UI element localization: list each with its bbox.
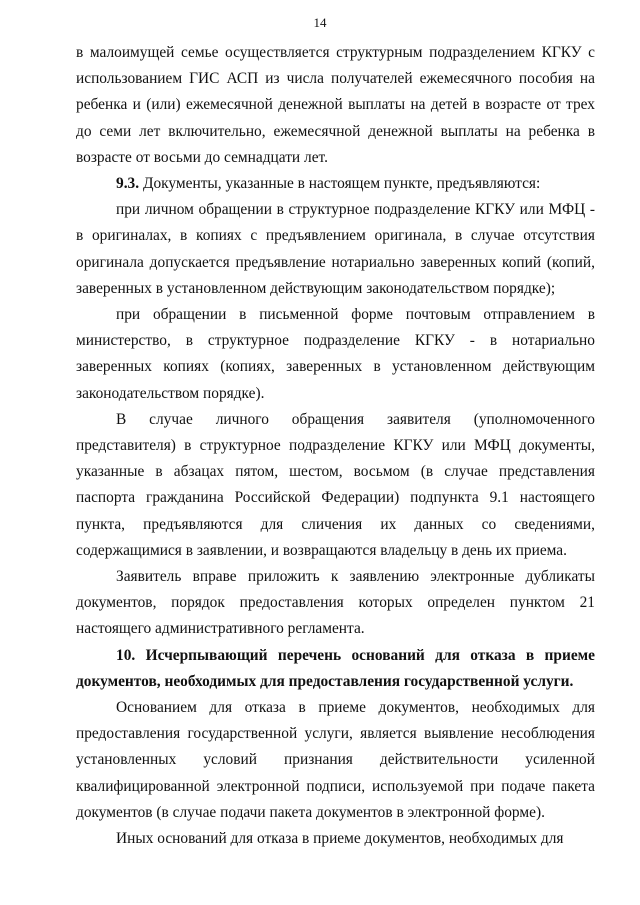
page-number: 14 [313,15,327,30]
paragraph-text: В случае личного обращения заявителя (уполномоченного представителя) в структурное подразделение КГКУ или МФЦ документы, указанные в абзацах пятом, шестом, восьмом (в случае представления паспорта гражданина Российской Федерации) подпункта 9.1 настоящего пункта, предъявляются для сличения их данных со сведениями, содержащимися в заявлении, и возвращаются владельцу в день их приема. [76,410,595,559]
paragraph-text: при обращении в письменной форме почтовым отправлением в министерство, в структурное подразделение КГКУ - в нотариально заверенных копиях (копиях, заверенных в установленном действующим законодательством порядке). [76,306,595,402]
paragraph-text: Иных оснований для отказа в приеме документов, необходимых для [116,830,564,848]
document-body [76,40,595,852]
paragraph-other-grounds [76,826,595,852]
paragraph-postal-appeal [76,302,595,407]
paragraph-refusal-basis [76,695,595,826]
paragraph-continuation [76,40,595,171]
paragraph-text: при личном обращении в структурное подразделение КГКУ или МФЦ - в оригиналах, в копиях с предъявлением оригинала, в случае отсутствия оригинала допускается предъявление нотариально заверенных копий (копий, заверенных в установленном действующим законодательством порядке); [76,201,595,297]
paragraph-text: Основанием для отказа в приеме документов, необходимых для предоставления государственной услуги, является выявление несоблюдения установленных условий признания действительности усиленной квалифицированной электронной подписи, используемой при подаче пакета документов (в случае подачи пакета документов в электронной форме). [76,699,595,821]
paragraph-text: в малоимущей семье осуществляется структурным подразделением КГКУ с использованием ГИС АСП из числа получателей ежемесячного пособия на ребенка и (или) ежемесячной денежной выплаты на детей в возрасте от трех до семи лет включительно, ежемесячной денежной выплаты на ребенка в возрасте от восьми до семнадцати лет. [76,44,595,166]
section-heading-text: 10. Исчерпывающий перечень оснований для отказа в приеме документов, необходимых для предоставления государственной услуги. [76,646,595,690]
paragraph-personal-appeal-documents [76,407,595,564]
clause-number: 9.3. [116,175,140,193]
paragraph-9-3 [76,171,595,197]
paragraph-personal-appeal [76,197,595,302]
paragraph-electronic-duplicates [76,564,595,643]
section-10-heading [76,643,595,695]
paragraph-text: Документы, указанные в настоящем пункте, предъявляются: [139,175,541,193]
paragraph-text: Заявитель вправе приложить к заявлению электронные дубликаты документов, порядок предоставления которых определен пунктом 21 настоящего административного регламента. [76,568,595,638]
